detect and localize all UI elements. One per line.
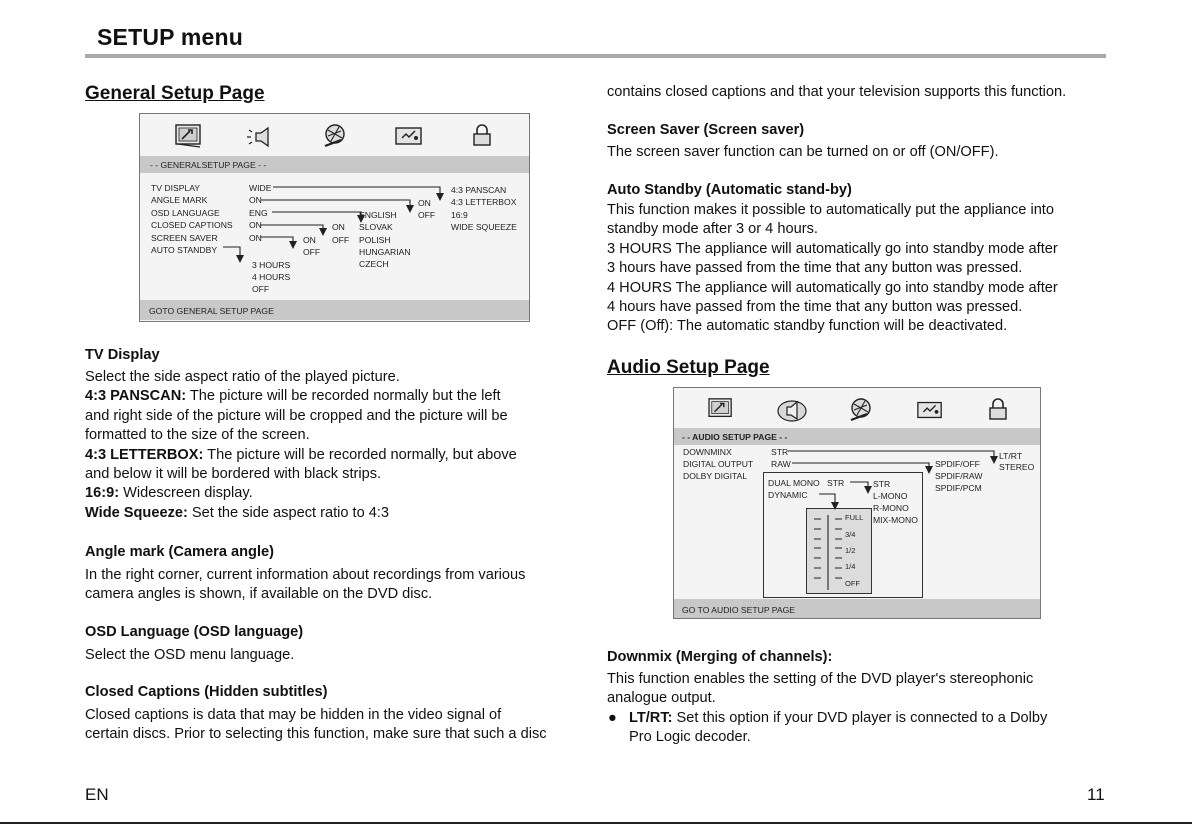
text-line: The screen saver function can be turned on or off (ON/OFF). — [607, 144, 999, 160]
text-line — [85, 387, 595, 406]
term: 16:9: — [85, 485, 120, 502]
text-line: standby mode after 3 or 4 hours. — [607, 221, 818, 238]
closed-captions-title: Closed Captions (Hidden subtitles) — [85, 684, 328, 700]
osd-label: ANGLE MARK — [151, 195, 208, 205]
osd-connectors — [674, 388, 1040, 618]
audio-setup-osd — [673, 387, 1041, 619]
general-setup-osd — [139, 113, 530, 322]
osd-value: ON — [249, 233, 262, 243]
osd-label: SCREEN SAVER — [151, 233, 218, 243]
osd-option: 4 HOURS — [252, 272, 291, 282]
dynamic-level: 3/4 — [845, 530, 856, 539]
page-title: SETUP menu — [97, 24, 243, 50]
text-span: The picture will be recorded normally, but above — [203, 446, 517, 463]
osd-value: STR — [771, 447, 789, 457]
osd-title: - - GENERALSETUP PAGE - - — [150, 160, 267, 170]
text-line: certain discs. Prior to selecting this function, make sure that such a disc — [85, 726, 547, 743]
osd-connectors — [140, 114, 529, 321]
text-span: The picture will be recorded normally but the left — [186, 388, 501, 405]
text-span: Widescreen display. — [119, 485, 253, 502]
osd-option: L-MONO — [873, 491, 908, 501]
language-code: EN — [85, 785, 109, 804]
osd-label: DUAL MONO — [768, 478, 820, 488]
osd-option: STEREO — [999, 462, 1035, 472]
screen-saver-text — [607, 143, 1127, 162]
text-span: Set the side aspect ratio to 4:3 — [187, 504, 390, 521]
auto-standby-text — [607, 201, 1127, 337]
audio-setup-heading: Audio Setup Page — [607, 357, 770, 378]
osd-value: RAW — [771, 459, 791, 469]
auto-standby-title: Auto Standby (Automatic stand-by) — [607, 182, 852, 198]
page-number: 11 — [1087, 785, 1105, 804]
text-line — [629, 709, 1129, 728]
osd-value: ON — [249, 220, 262, 230]
text-line: Select the OSD menu language. — [85, 647, 295, 663]
osd-value: STR — [827, 478, 845, 488]
osd-option: SPDIF/RAW — [935, 471, 983, 481]
dynamic-level: FULL — [845, 513, 864, 522]
angle-mark-title: Angle mark (Camera angle) — [85, 544, 274, 560]
text-line — [85, 446, 595, 465]
closed-captions-text-cont — [607, 83, 1127, 102]
osd-label: TV DISPLAY — [151, 183, 201, 193]
text-line: contains closed captions and that your television supports this function. — [607, 84, 1067, 100]
dynamic-level: 1/4 — [845, 562, 856, 571]
text-line: analogue output. — [607, 690, 716, 707]
text-line: This function makes it possible to automatically put the appliance into — [607, 202, 1054, 218]
osd-option: SLOVAK — [359, 222, 393, 232]
osd-option: OFF — [303, 247, 321, 257]
text-line: 3 HOURS The appliance will automatically go into standby mode after — [607, 240, 1058, 257]
osd-option: 4:3 LETTERBOX — [451, 197, 517, 207]
text-span: Set this option if your DVD player is connected to a Dolby — [672, 710, 1048, 726]
osd-value: WIDE — [249, 183, 272, 193]
screen-saver-title: Screen Saver (Screen saver) — [607, 122, 805, 138]
osd-footer: GOTO GENERAL SETUP PAGE — [149, 306, 274, 316]
osd-option: CZECH — [359, 259, 389, 269]
text-line: and right side of the picture will be cropped and the picture will be — [85, 407, 508, 424]
osd-option: OFF — [252, 284, 270, 294]
osd-option: POLISH — [359, 235, 391, 245]
osd-label: DOWNMINX — [683, 447, 732, 457]
downmix-title: Downmix (Merging of channels): — [607, 649, 833, 665]
text-line: In the right corner, current information about recordings from various — [85, 567, 526, 583]
osd-option: WIDE SQUEEZE — [451, 222, 517, 232]
closed-captions-text — [85, 706, 595, 745]
term: Wide Squeeze: — [85, 504, 188, 521]
osd-option: SPDIF/OFF — [935, 459, 980, 469]
downmix-text — [607, 670, 1127, 709]
osd-option: MIX-MONO — [873, 515, 918, 525]
osd-option: OFF — [418, 210, 436, 220]
term: 4:3 LETTERBOX: — [85, 446, 204, 463]
osd-label: CLOSED CAPTIONS — [151, 220, 233, 230]
osd-label: AUTO STANDBY — [151, 245, 218, 255]
osd-label: DOLBY DIGITAL — [683, 471, 748, 481]
text-line: 3 hours have passed from the time that any button was pressed. — [607, 260, 1023, 277]
osd-label: DYNAMIC — [768, 490, 808, 500]
term: 4:3 PANSCAN: — [85, 388, 187, 405]
osd-option: ENGLISH — [359, 210, 397, 220]
text-line: and below it will be bordered with black strips. — [85, 466, 382, 483]
bottom-divider — [0, 822, 1192, 824]
text-line — [85, 504, 595, 523]
osd-footer-bar — [674, 599, 1040, 618]
osd-option: OFF — [332, 235, 350, 245]
osd-option: LT/RT — [999, 451, 1023, 461]
header-divider — [85, 54, 1106, 58]
tv-display-text — [85, 368, 595, 523]
text-line: OFF (Off): The automatic standby function will be deactivated. — [607, 318, 1008, 335]
osd-footer-bar — [140, 300, 529, 320]
text-line: Closed captions is data that may be hidden in the video signal of — [85, 707, 502, 723]
tv-display-title: TV Display — [85, 347, 160, 363]
osd-label: DIGITAL OUTPUT — [683, 459, 754, 469]
osd-option: ON — [418, 198, 431, 208]
dynamic-level: OFF — [845, 579, 860, 588]
osd-option: 3 HOURS — [252, 260, 291, 270]
osd-language-text — [85, 646, 595, 665]
osd-option: 4:3 PANSCAN — [451, 185, 507, 195]
osd-value: ON — [249, 195, 262, 205]
text-line: 4 HOURS The appliance will automatically go into standby mode after — [607, 279, 1058, 296]
osd-option: R-MONO — [873, 503, 909, 513]
text-line: Select the side aspect ratio of the played picture. — [85, 369, 400, 385]
text-line: 4 hours have passed from the time that any button was pressed. — [607, 299, 1023, 316]
osd-label: OSD LANGUAGE — [151, 208, 220, 218]
angle-mark-text — [85, 566, 595, 605]
text-line: formatted to the size of the screen. — [85, 427, 310, 444]
osd-option: SPDIF/PCM — [935, 483, 982, 493]
ltrt-bullet — [629, 709, 1129, 748]
dynamic-level: 1/2 — [845, 546, 856, 555]
osd-option: HUNGARIAN — [359, 247, 411, 257]
bullet-dot: ● — [608, 710, 617, 726]
osd-footer: GO TO AUDIO SETUP PAGE — [682, 605, 796, 615]
osd-option: STR — [873, 479, 891, 489]
osd-option: ON — [332, 222, 345, 232]
general-setup-heading: General Setup Page — [85, 83, 265, 104]
text-line: This function enables the setting of the DVD player's stereophonic — [607, 671, 1034, 687]
osd-language-title: OSD Language (OSD language) — [85, 624, 304, 640]
text-line: camera angles is shown, if available on the DVD disc. — [85, 586, 433, 603]
text-line: Pro Logic decoder. — [629, 729, 751, 746]
osd-value: ENG — [249, 208, 268, 218]
osd-option: ON — [303, 235, 316, 245]
text-line — [85, 484, 595, 503]
term: LT/RT: — [629, 710, 673, 726]
osd-option: 16:9 — [451, 210, 468, 220]
osd-title: - - AUDIO SETUP PAGE - - — [682, 432, 788, 442]
